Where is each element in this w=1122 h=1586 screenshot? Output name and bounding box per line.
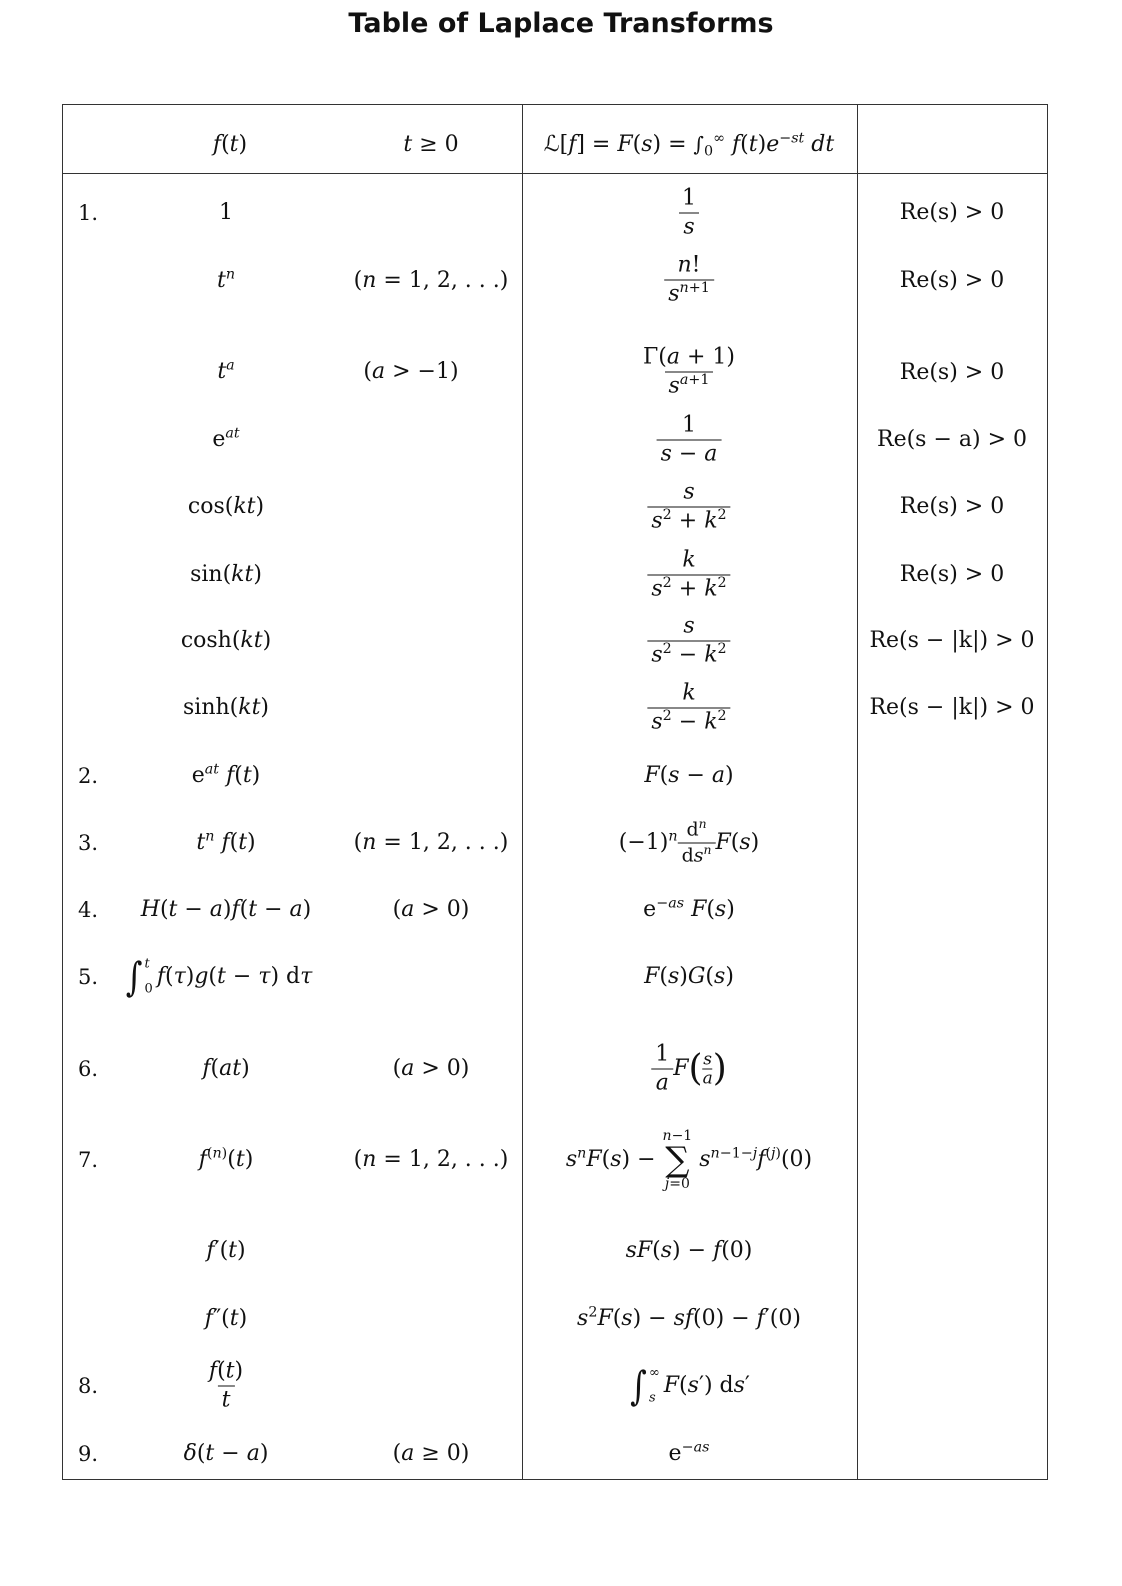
transform-cell: $e^{-as}$ F(s): [643, 895, 735, 922]
row-number: 1.: [78, 201, 99, 225]
f-cell: f″(t): [204, 1306, 248, 1331]
f-cell: 1: [219, 200, 233, 225]
transform-cell: $(-1)^n$ $\frac{d^n}{ds^n}$ F(s): [618, 817, 760, 867]
region-cell: Re(s) > 0: [899, 562, 1005, 587]
region-cell: Re(s) > 0: [899, 494, 1005, 519]
transform-cell: ∫ ∞ s F(s′) ds′: [630, 1363, 750, 1409]
f-cell: ∫ t 0 f(τ)g(t − τ) dτ: [125, 954, 313, 1000]
condition-cell: (n = 1, 2, . . .): [353, 1147, 509, 1172]
page-title: Table of Laplace Transforms: [348, 8, 774, 39]
region-cell: Re(s) > 0: [899, 360, 1005, 385]
f-cell: $e^{at}$ f(t): [191, 761, 261, 788]
transform-cell: $s^2F(s) - sf(0) - f'(0)$: [577, 1304, 801, 1331]
f-cell: cos(kt): [187, 494, 265, 519]
column-divider: [522, 104, 523, 1480]
condition-cell: (a ≥ 0): [392, 1441, 470, 1466]
transform-cell: sF(s) − f(0): [625, 1238, 753, 1263]
transform-cell: $s^nF(s)$ − n−1 ∑ j=0 $s^{n-1-j}f^{(j)}(0)$: [565, 1128, 813, 1192]
f-cell: $\frac{f(t)}{t}$: [208, 1358, 244, 1413]
f-cell: δ(t − a): [183, 1441, 269, 1466]
transform-table: [62, 104, 1048, 1480]
transform-cell: $\frac{s}{s^2 + k^2}$: [647, 482, 730, 533]
f-cell: $f^{(n)}(t)$: [198, 1145, 254, 1172]
condition-cell: (n = 1, 2, . . .): [353, 830, 509, 855]
header-laplace-definition: ℒ[f] = $F(s) = \int_0^\infty$ $f(t)e^{-st}$ dt: [543, 130, 835, 160]
row-number: 4.: [78, 898, 99, 922]
transform-cell: $\frac{1}{a}$ F( $\frac{s}{a}$ ): [651, 1044, 727, 1095]
transform-cell: $\frac{1}{s - a}$: [657, 415, 722, 466]
condition-cell: (n = 1, 2, . . .): [353, 268, 509, 293]
transform-cell: F(s)G(s): [644, 964, 734, 989]
row-number: 8.: [78, 1374, 99, 1398]
row-number: 2.: [78, 764, 99, 788]
f-cell: $e^{at}$: [212, 425, 240, 452]
region-cell: Re(s − a) > 0: [877, 427, 1027, 452]
region-cell: Re(s) > 0: [899, 200, 1005, 225]
f-cell: H(t − a)f(t − a): [140, 897, 312, 922]
header-divider: [62, 173, 1048, 174]
condition-cell: (a > 0): [392, 1056, 470, 1081]
transform-cell: $\frac{n!}{s^{n+1}}$: [664, 255, 714, 306]
row-number: 7.: [78, 1148, 99, 1172]
transform-cell: $\frac{\Gamma(a + 1)}{s^{a+1}}$: [643, 344, 735, 399]
transform-cell: $\frac{k}{s^2 - k^2}$: [647, 683, 730, 734]
f-cell: $t^n$ f(t): [196, 828, 256, 855]
region-cell: Re(s − |k|) > 0: [869, 628, 1035, 653]
f-cell: sin(kt): [190, 562, 262, 587]
condition-cell: (a > 0): [392, 897, 470, 922]
f-cell: f(at): [202, 1056, 250, 1081]
condition-cell: (a > −1): [363, 359, 459, 384]
header-condition: t ≥ 0: [403, 132, 459, 157]
f-cell: f′(t): [206, 1238, 246, 1263]
f-cell: cosh(kt): [180, 628, 272, 653]
f-cell: $t^n$: [216, 266, 236, 293]
transform-cell: $\frac{s}{s^2 - k^2}$: [647, 616, 730, 667]
row-number: 3.: [78, 831, 99, 855]
f-cell: sinh(kt): [182, 695, 270, 720]
f-cell: $t^a$: [217, 357, 235, 384]
transform-cell: $\frac{1}{s}$: [678, 188, 700, 239]
row-number: 5.: [78, 965, 99, 989]
column-divider: [857, 104, 858, 1480]
transform-cell: $e^{-as}$: [668, 1439, 710, 1466]
transform-cell: F(s − a): [644, 763, 734, 788]
row-number: 9.: [78, 1442, 99, 1466]
region-cell: Re(s − |k|) > 0: [869, 695, 1035, 720]
transform-cell: $\frac{k}{s^2 + k^2}$: [647, 550, 730, 601]
header-f: f(t): [212, 132, 248, 157]
row-number: 6.: [78, 1057, 99, 1081]
region-cell: Re(s) > 0: [899, 268, 1005, 293]
